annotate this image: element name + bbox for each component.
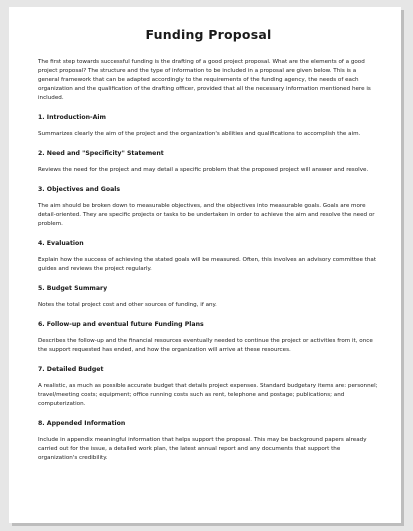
section-body: Explain how the success of achieving the stated goals will be measured. Often, this involves an advisory committee that guides and reviews the project regularly. — [38, 257, 377, 272]
section-body: Reviews the need for the project and may detail a specific problem that the proposed project will answer and resolve. — [38, 167, 369, 173]
section-heading: 3. Objectives and Goals — [38, 186, 121, 193]
section-follow-up — [38, 320, 379, 355]
section-heading: 6. Follow-up and eventual future Funding Plans — [38, 321, 204, 328]
section-body: A realistic, as much as possible accurate budget that details project expenses. Standard budgetary items are: personnel; travel/meeting costs; equipment; office running costs such as rent, telephone and postage; publications; and computerization. — [38, 383, 378, 407]
section-body: Include in appendix meaningful information that helps support the proposal. This may be background papers already carried out for the issue, a detailed work plan, the latest annual report and any documents that support the organization's credibility. — [38, 437, 367, 461]
section-heading: 4. Evaluation — [38, 240, 84, 247]
section-body: Notes the total project cost and other sources of funding, if any. — [38, 302, 217, 308]
section-body: Summarizes clearly the aim of the project and the organization's abilities and qualifications to accomplish the aim. — [38, 131, 361, 137]
section-introduction-aim — [38, 113, 379, 139]
section-body: Describes the follow-up and the financial resources eventually needed to continue the project or activities from it, once the support requested has ended, and how the organization will arrive at these resources. — [38, 338, 373, 353]
section-need-statement — [38, 149, 379, 175]
section-objectives-goals — [38, 185, 379, 229]
section-budget-summary — [38, 284, 379, 310]
section-heading: 5. Budget Summary — [38, 285, 108, 292]
document-title: Funding Proposal — [145, 27, 272, 42]
section-detailed-budget — [38, 365, 379, 409]
section-body: The aim should be broken down to measurable objectives, and the objectives into measurable goals. Goals are more detail-oriented. They are specific projects or tasks to be undertaken in order to achieve the aim and resolve the need or problem. — [38, 203, 375, 227]
section-appended-information — [38, 419, 379, 463]
section-evaluation — [38, 239, 379, 274]
section-heading: 2. Need and "Specificity" Statement — [38, 150, 164, 157]
section-heading: 1. Introduction-Aim — [38, 114, 106, 121]
section-heading: 7. Detailed Budget — [38, 366, 104, 373]
intro-paragraph: The first step towards successful funding is the drafting of a good project proposal. What are the elements of a good project proposal? The structure and the type of information to be included in a proposal are given below. This is a general framework that can be adapted accordingly to the requirements of the funding agency, the needs of each organization and the qualification of the drafting officer, provided that all the necessary information mentioned here is included. — [38, 59, 371, 101]
document-page — [9, 7, 401, 523]
section-heading: 8. Appended Information — [38, 420, 126, 427]
